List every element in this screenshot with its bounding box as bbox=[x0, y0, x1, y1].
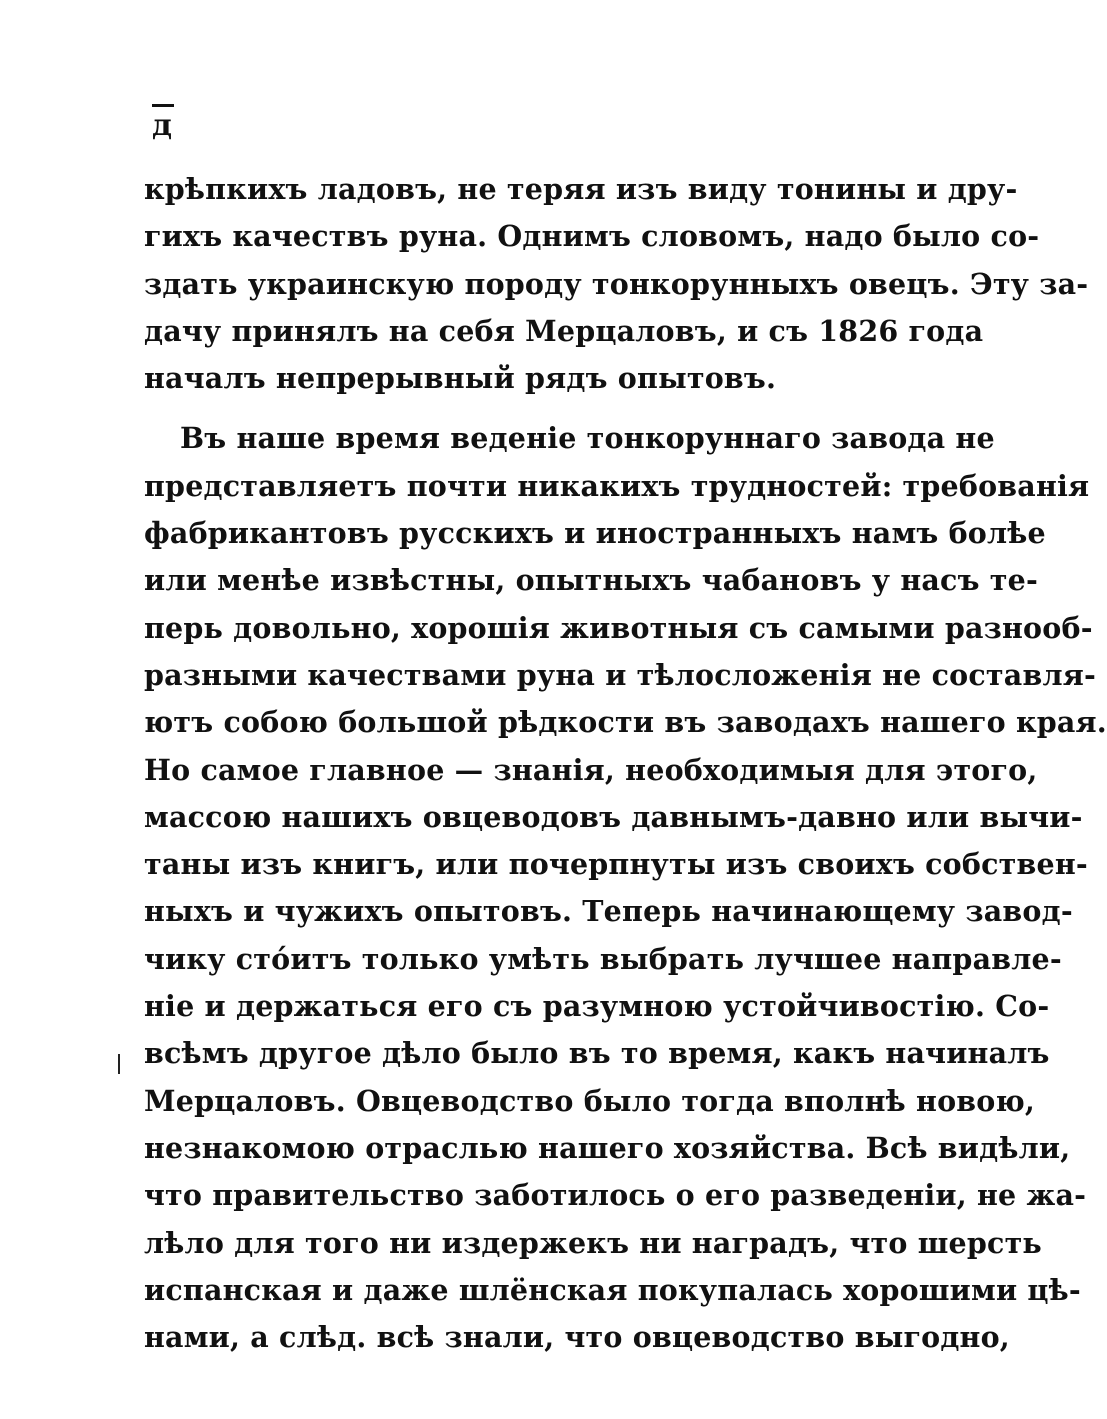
paragraph-1 bbox=[144, 166, 1089, 402]
text-line: ніе и держаться его съ разумною устойчивостію. Со- bbox=[144, 989, 1050, 1024]
text-line: перь довольно, хорошія животныя съ самыми разнооб- bbox=[144, 610, 1093, 645]
body-text bbox=[144, 166, 1107, 1361]
text-line: всѣмъ другое дѣло было въ то время, какъ начиналъ bbox=[144, 1036, 1050, 1071]
text-line: здать украинскую породу тонкорунныхъ овецъ. Эту за- bbox=[144, 266, 1089, 301]
text-line: испанская и даже шлёнская покупалась хорошими цѣ- bbox=[144, 1272, 1081, 1307]
text-line: или менѣе извѣстны, опытныхъ чабановъ у насъ те- bbox=[144, 563, 1039, 598]
text-line: дачу принялъ на себя Мерцаловъ, и съ 1826 года bbox=[144, 313, 984, 348]
text-line: Но самое главное — знанія, необходимыя для этого, bbox=[144, 752, 1038, 787]
text-line: крѣпкихъ ладовъ, не теряя изъ виду тонины и дру- bbox=[144, 172, 1018, 206]
text-line: массою нашихъ овцеводовъ давнымъ-давно или вычи- bbox=[144, 799, 1083, 834]
signature-mark bbox=[152, 104, 174, 141]
text-line: фабрикантовъ русскихъ и иностранныхъ намъ болѣе bbox=[144, 516, 1046, 551]
text-line: незнакомою отраслью нашего хозяйства. Всѣ видѣли, bbox=[144, 1130, 1071, 1165]
text-line: представляетъ почти никакихъ трудностей: требованія bbox=[144, 468, 1090, 503]
margin-mark bbox=[118, 1054, 120, 1074]
paragraph-gap bbox=[144, 402, 880, 415]
text-line: таны изъ книгъ, или почерпнуты изъ своихъ собствен- bbox=[144, 847, 1088, 882]
text-line: лѣло для того ни издержекъ ни наградъ, что шерсть bbox=[144, 1225, 1042, 1260]
signature-letter: д bbox=[152, 108, 172, 143]
signature-overbar bbox=[152, 104, 174, 107]
text-line: Въ наше время веденіе тонкоруннаго завода не bbox=[180, 421, 995, 456]
paragraph-2 bbox=[144, 415, 1107, 1361]
text-line: ютъ собою большой рѣдкости въ заводахъ нашего края. bbox=[144, 705, 1107, 740]
text-line: нами, а слѣд. всѣ знали, что овцеводство выгодно, bbox=[144, 1320, 1010, 1355]
text-line: ныхъ и чужихъ опытовъ. Теперь начинающему завод- bbox=[144, 894, 1073, 929]
text-line: разными качествами руна и тѣлосложенія не составля- bbox=[144, 657, 1097, 692]
text-line: Мерцаловъ. Овцеводство было тогда вполнѣ новою, bbox=[144, 1083, 1036, 1118]
text-line: началъ непрерывный рядъ опытовъ. bbox=[144, 361, 777, 396]
text-line: что правительство заботилось о его разведеніи, не жа- bbox=[144, 1178, 1087, 1213]
text-line: гихъ качествъ руна. Однимъ словомъ, надо было со- bbox=[144, 219, 1040, 254]
text-line: чику стóитъ только умѣть выбрать лучшее направле- bbox=[144, 941, 1062, 976]
